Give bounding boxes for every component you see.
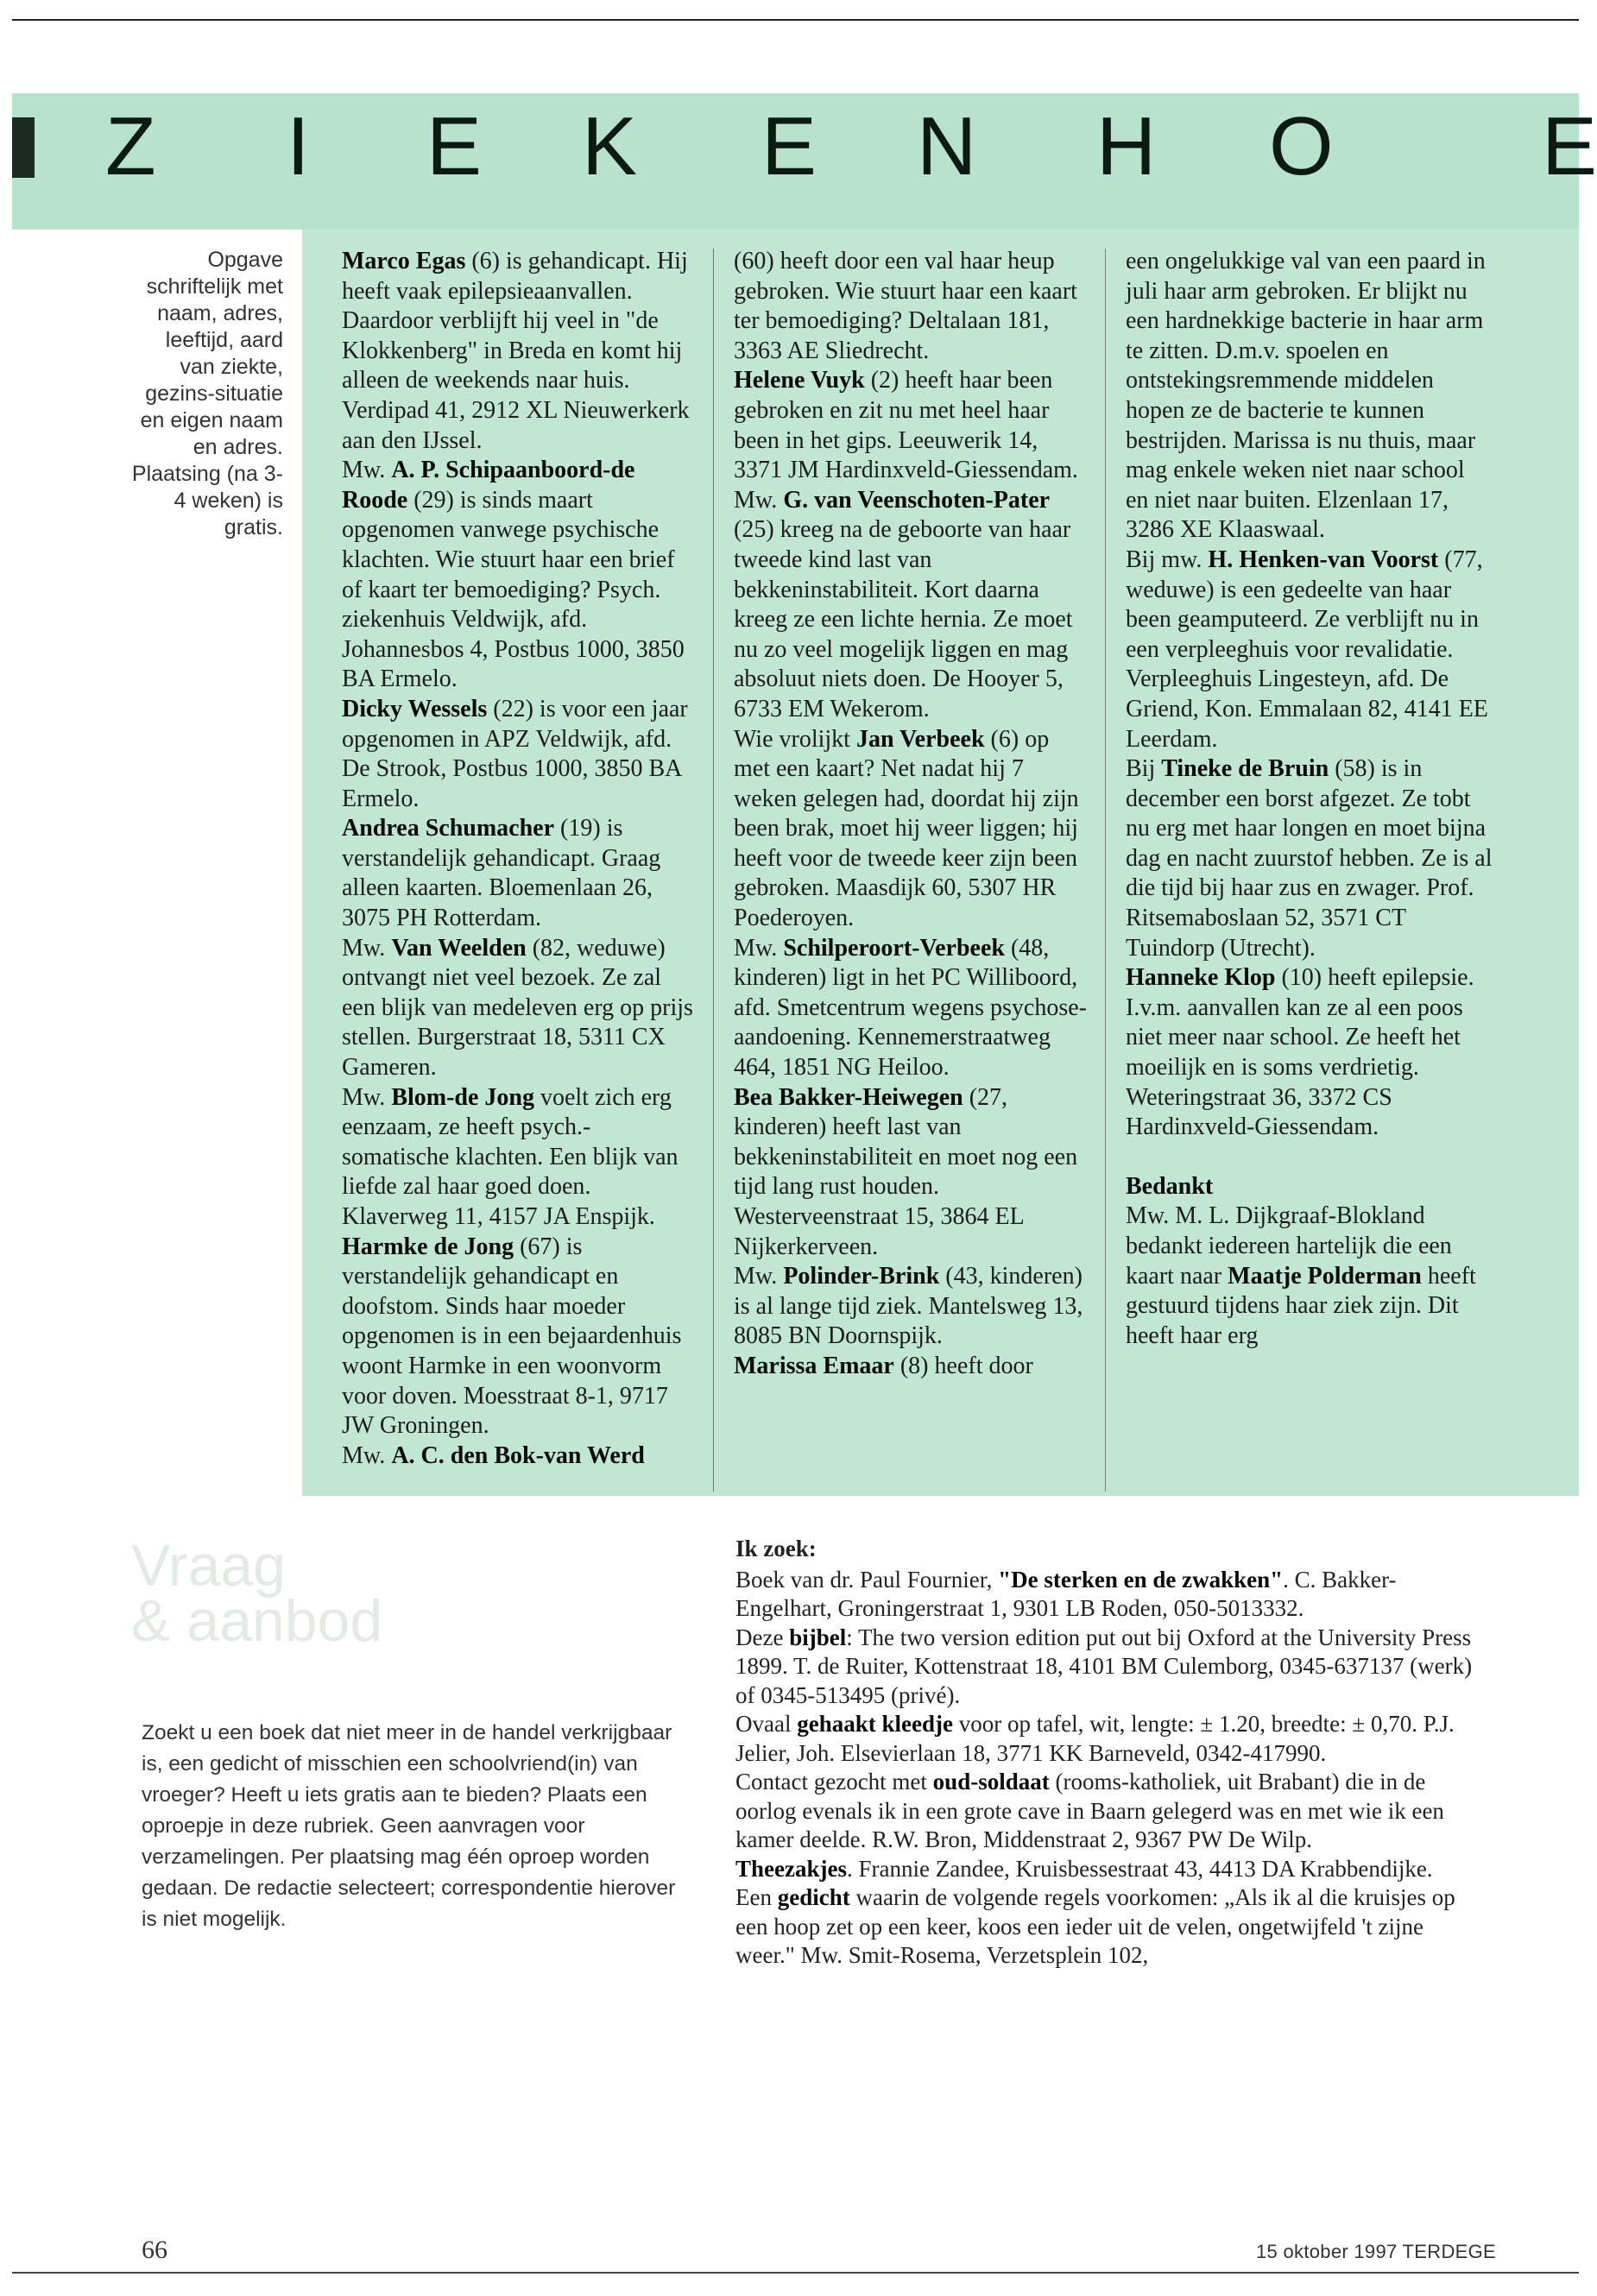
classified-ad: Contact gezocht met oud-soldaat (rooms-katholiek, uit Brabant) die in de oorlog evenals ik in een grote cave in Baarn gelegerd was en met wie ik een kamer deelde. R.W. Bron, Middenstraat 2, 9367 PW De Wilp. — [735, 1769, 1444, 1852]
listing-entry: Marissa Emaar (8) heeft door — [734, 1352, 1033, 1379]
person-name: Van Weelden — [391, 934, 527, 962]
header-letter: E — [761, 100, 817, 192]
person-name: A. C. den Bok-van Werd — [391, 1441, 645, 1469]
listing-entry: Mw. Schilperoort-Verbeek (48, kinderen) ligt in het PC Williboord, afd. Smetcentrum wegens psychose-aandoening. Kennemerstraatweg 464, 1851 NG Heiloo. — [734, 934, 1087, 1082]
person-name: Schilperoort-Verbeek — [783, 934, 1005, 962]
column-divider — [713, 249, 714, 1492]
person-name: Bea Bakker-Heiwegen — [734, 1083, 963, 1111]
header-letter: E — [426, 100, 483, 192]
person-name: Andrea Schumacher — [342, 815, 555, 842]
person-name: Blom-de Jong — [391, 1083, 534, 1111]
person-name: Jan Verbeek — [855, 725, 985, 753]
page-number: 66 — [142, 2236, 167, 2264]
listing-entry: Dicky Wessels (22) is voor een jaar opgenomen in APZ Veldwijk, afd. De Strook, Postbus 1000, 3850 BA Ermelo. — [342, 695, 688, 812]
listing-entry: Bea Bakker-Heiwegen (27, kinderen) heeft last van bekkeninstabiliteit en moet nog een tijd lang rust houden. Westerveenstraat 15, 3864 EL Nijkerkerveen. — [734, 1083, 1078, 1260]
header-letter: H — [1096, 100, 1157, 192]
person-name: Dicky Wessels — [342, 695, 488, 722]
listing-entry: Helene Vuyk (2) heeft haar been gebroken en zit nu met heel haar been in het gips. Leeuwerik 14, 3371 JM Hardinxveld-Giessendam. — [734, 367, 1078, 484]
listing-entry: Bij mw. H. Henken-van Voorst (77, weduwe) is een gedeelte van haar been geamputeerd. Ze verblijft nu in een verpleeghuis voor revalidatie. Verpleeghuis Lingesteyn, afd. De Griend, Kon. Emmalaan 82, 4141 EE Leerdam. — [1126, 546, 1488, 753]
header-title — [12, 93, 1597, 230]
person-name: Marco Egas — [342, 248, 466, 274]
vraag-aanbod-intro: Zoekt u een boek dat niet meer in de handel verkrijgbaar is, een gedicht of misschien een schoolvriend(in) van vroeger? Heeft u iets gratis aan te bieden? Plaats een oproepje in deze rubriek. Geen aanvragen voor verzamelingen. Per plaatsing mag één oproep worden gedaan. De redactie selecteert; correspondentie hierover is niet mogelijk. — [142, 1721, 676, 1931]
header-letter: E — [1542, 100, 1597, 192]
column-divider — [1105, 249, 1106, 1492]
listing-entry: een ongelukkige val van een paard in juli haar arm gebroken. Er blijkt nu een hardnekkige bacterie in haar arm te zitten. D.m.v. spoelen en ontstekingsremmende middelen hopen ze de bacterie te kunnen bestrijden. Marissa is nu thuis, maar mag enkele weken niet naar school en niet naar buiten. Elzenlaan 17, 3286 XE Klaaswaal. — [1126, 248, 1486, 544]
person-name: Tineke de Bruin — [1161, 755, 1329, 783]
header-letter: N — [917, 100, 977, 192]
listing-entry: (60) heeft door een val haar heup gebroken. Wie stuurt haar een kaart ter bemoediging? Deltalaan 181, 3363 AE Sliedrecht. — [734, 248, 1077, 364]
issue-date: 15 oktober 1997 TERDEGE — [1256, 2241, 1496, 2262]
listing-column-1 — [342, 247, 698, 1471]
person-name: H. Henken-van Voorst — [1208, 546, 1439, 573]
ads-heading: Ik zoek: — [735, 1536, 817, 1561]
listing-entry: Wie vrolijkt Jan Verbeek (6) op met een kaart? Net nadat hij 7 weken gelegen had, doordat hij zijn been brak, moet hij weer liggen; hij heeft voor de tweede keer zijn been gebroken. Maasdijk 60, 5307 HR Poederoyen. — [734, 725, 1079, 932]
submission-note: Opgave schriftelijk met naam, adres, leeftijd, aard van ziekte, gezins-situatie en eigen naam en adres. Plaatsing (na 3-4 weken) is gratis. — [131, 248, 283, 539]
listing-column-3 — [1126, 247, 1493, 1351]
listing-entry: Hanneke Klop (10) heeft epilepsie. I.v.m. aanvallen kan ze al een poos niet meer naar school. Ze heeft het moeilijk en is soms verdrietig. Weteringstraat 36, 3372 CS Hardinxveld-Giessendam. — [1126, 964, 1474, 1141]
person-name: Harmke de Jong — [342, 1233, 514, 1260]
listing-entry: Mw. A. C. den Bok-van Werd — [342, 1441, 645, 1469]
person-name: Marissa Emaar — [734, 1352, 894, 1379]
thanks-text: Mw. M. L. Dijkgraaf-Blokland bedankt iedereen hartelijk die een kaart naar Maatje Polderman heeft gestuurd tijdens haar ziek zijn. Dit heeft haar erg — [1126, 1202, 1476, 1349]
listing-entry: Bij Tineke de Bruin (58) is in december een borst afgezet. Ze tobt nu erg met haar longen en moet bijna dag en nacht zuurstof hebben. Ze is al die tijd bij haar zus en zwager. Prof. Ritsemaboslaan 52, 3571 CT Tuindorp (Utrecht). — [1126, 755, 1493, 962]
person-name: Hanneke Klop — [1126, 964, 1276, 992]
classified-ad: Boek van dr. Paul Fournier, "De sterken en de zwakken". C. Bakker-Engelhart, Groningerstraat 1, 9301 LB Roden, 050-5013332. — [735, 1566, 1397, 1621]
vraag-aanbod-title: Vraag & aanbod — [131, 1533, 383, 1654]
listing-entry: Harmke de Jong (67) is verstandelijk gehandicapt en doofstom. Sinds haar moeder opgenomen is in een bejaardenhuis woont Harmke in een woonvorm voor doven. Moesstraat 8-1, 9717 JW Groningen. — [342, 1233, 682, 1440]
person-name: Helene Vuyk — [734, 367, 865, 394]
listing-entry: Marco Egas (6) is gehandicapt. Hij heeft vaak epilepsieaanvallen. Daardoor verblijft hij veel in "de Klokkenberg" in Breda en komt hij alleen de weekends naar huis. Verdipad 41, 2912 XL Nieuwerkerk aan den IJssel. — [342, 248, 690, 454]
listing-entry: Mw. A. P. Schipaanboord-de Roode (29) is sinds maart opgenomen vanwege psychische klachten. Wie stuurt haar een brief of kaart ter bemoediging? Psych. ziekenhuis Veldwijk, afd. Johannesbos 4, Postbus 1000, 3850 BA Ermelo. — [342, 457, 685, 693]
listing-entry: Mw. Polinder-Brink (43, kinderen) is al lange tijd ziek. Mantelsweg 13, 8085 BN Doornspijk. — [734, 1263, 1083, 1350]
person-name: A. P. Schipaanboord-de Roode — [342, 457, 635, 514]
listing-entry: Mw. Van Weelden (82, weduwe) ontvangt niet veel bezoek. Ze zal een blijk van medeleven erg op prijs stellen. Burgerstraat 18, 5311 CX Gameren. — [342, 934, 693, 1082]
header-letter: K — [582, 100, 638, 192]
listing-column-2 — [734, 247, 1088, 1382]
person-name: Polinder-Brink — [783, 1263, 940, 1290]
top-rule — [12, 19, 1579, 21]
listing-entry: Mw. G. van Veenschoten-Pater (25) kreeg na de geboorte van haar tweede kind last van bekkeninstabiliteit. Kort daarna kreeg ze een lichte hernia. Ze moet nu zo veel mogelijk liggen en mag absoluut niets doen. De Hooyer 5, 6733 EM Wekerom. — [734, 486, 1073, 722]
classified-ad: Een gedicht waarin de volgende regels voorkomen: „Als ik al die kruisjes op een hoop zet op een keer, koos een ieder uit de velen, ongetwijfeld 't zijne weer." Mw. Smit-Rosema, Verzetsplein 102, — [735, 1884, 1455, 1968]
person-name: G. van Veenschoten-Pater — [783, 486, 1051, 514]
header-band — [12, 93, 1597, 230]
listing-entry: Mw. Blom-de Jong voelt zich erg eenzaam, ze heeft psych.-somatische klachten. Een blijk van liefde zal haar goed doen. Klaverweg 11, 4157 JA Enspijk. — [342, 1083, 679, 1230]
bottom-rule — [12, 2272, 1579, 2274]
header-letter: I — [287, 100, 310, 192]
classified-ad: Ovaal gehaakt kleedje voor op tafel, wit, lengte: ± 1.20, breedte: ± 0,70. P.J. Jelier, Joh. Elsevierlaan 18, 3771 KK Barneveld, 0342-417990. — [735, 1711, 1455, 1766]
header-letter: Z — [105, 100, 156, 192]
classified-ad: Theezakjes. Frannie Zandee, Kruisbessestraat 43, 4413 DA Krabbendijke. — [735, 1855, 1433, 1882]
thanks-heading: Bedankt — [1126, 1172, 1214, 1200]
classified-ad: Deze bijbel: The two version edition put out bij Oxford at the University Press 1899. T. de Ruiter, Kottenstraat 18, 4101 BM Culemborg, 0345-637137 (werk) of 0345-513495 (privé). — [735, 1624, 1473, 1708]
header-letter: O — [1269, 100, 1334, 192]
listing-entry: Andrea Schumacher (19) is verstandelijk gehandicapt. Graag alleen kaarten. Bloemenlaan 26, 3075 PH Rotterdam. — [342, 815, 661, 932]
classified-ads — [735, 1535, 1478, 1971]
